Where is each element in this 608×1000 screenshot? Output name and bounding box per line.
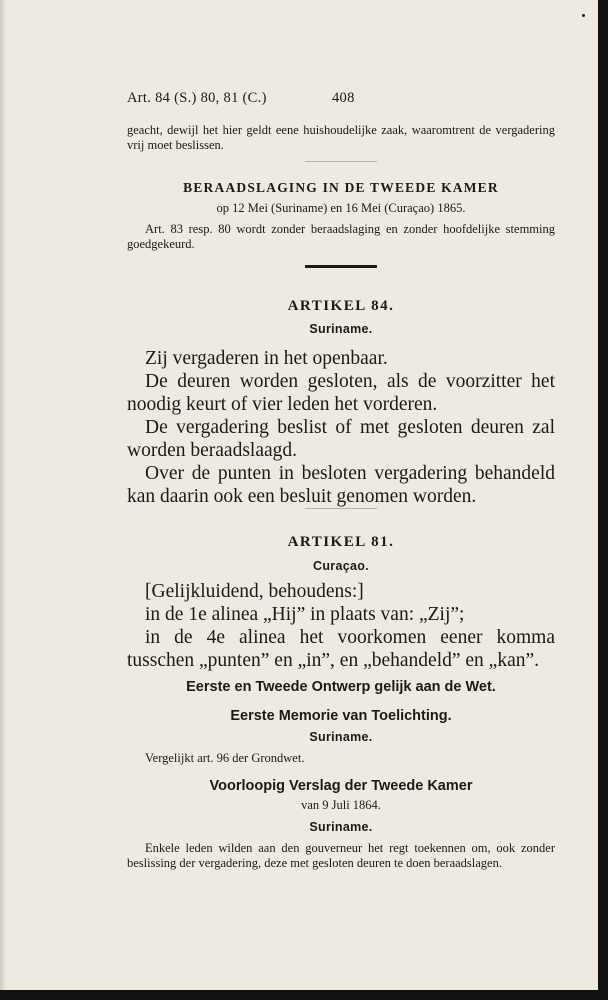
beraadslaging-date: op 12 Mei (Suriname) en 16 Mei (Curaçao) 1865. <box>216 201 466 215</box>
thin-divider-2 <box>127 508 555 509</box>
beraadslaging-text: Art. 83 resp. 80 wordt zonder beraadslaging en zonder hoofdelijke stemming goedgekeurd. <box>127 222 555 251</box>
verslag-date: van 9 Juli 1864. <box>301 798 381 812</box>
page-content <box>127 90 555 870</box>
page-edge-shadow <box>0 0 6 990</box>
artikel-81-title: ARTIKEL 81. <box>287 534 395 550</box>
running-header <box>127 90 555 110</box>
artikel-84-paragraph: Zij vergaderen in het openbaar. <box>145 348 388 369</box>
artikel-81-line: in de 4e alinea het voorkomen eener komma tusschen „punten” en „in”, en „behandeld” en „kan”. <box>127 627 555 671</box>
artikel-84-body <box>127 347 555 508</box>
header-article-ref: Art. 84 (S.) 80, 81 (C.) <box>127 90 267 106</box>
artikel-81-subtitle: Curaçao. <box>313 559 369 573</box>
artikel-81-line: [Gelijkluidend, behoudens:] <box>145 581 364 602</box>
memorie-subtitle: Suriname. <box>309 730 373 744</box>
artikel-84-paragraph: De vergadering beslist of met gesloten deuren zal worden beraadslaagd. <box>127 417 555 461</box>
memorie-text: Vergelijkt art. 96 der Grondwet. <box>145 751 305 765</box>
thick-divider <box>127 265 555 268</box>
thin-divider-1 <box>127 161 555 162</box>
artikel-84-paragraph: De deuren worden gesloten, als de voorzitter het noodig keurt of vier leden het vorderen. <box>127 371 555 415</box>
page-speck <box>582 14 585 17</box>
ontwerp-heading: Eerste en Tweede Ontwerp gelijk aan de Wet. <box>186 679 496 695</box>
beraadslaging-title: BERAADSLAGING IN DE TWEEDE KAMER <box>183 180 499 195</box>
artikel-84-title: ARTIKEL 84. <box>287 298 395 314</box>
verslag-heading: Voorloopig Verslag der Tweede Kamer <box>209 778 473 794</box>
memorie-heading: Eerste Memorie van Toelichting. <box>230 708 452 724</box>
artikel-84-subtitle: Suriname. <box>309 322 373 336</box>
page-number: 408 <box>332 90 355 106</box>
artikel-81-body <box>127 580 555 672</box>
artikel-84-paragraph: Over de punten in besloten vergadering behandeld kan daarin ook een besluit genomen worden. <box>127 463 555 507</box>
intro-text: geacht, dewijl het hier geldt eene huishoudelijke zaak, waaromtrent de vergadering vrij moet beslissen. <box>127 123 555 152</box>
verslag-text: Enkele leden wilden aan den gouverneur het regt toekennen om, ook zonder beslissing der vergadering, deze met gesloten deuren te doen beraadslagen. <box>127 841 555 870</box>
verslag-subtitle: Suriname. <box>309 820 373 834</box>
artikel-81-line: in de 1e alinea „Hij” in plaats van: „Zij”; <box>145 604 465 625</box>
